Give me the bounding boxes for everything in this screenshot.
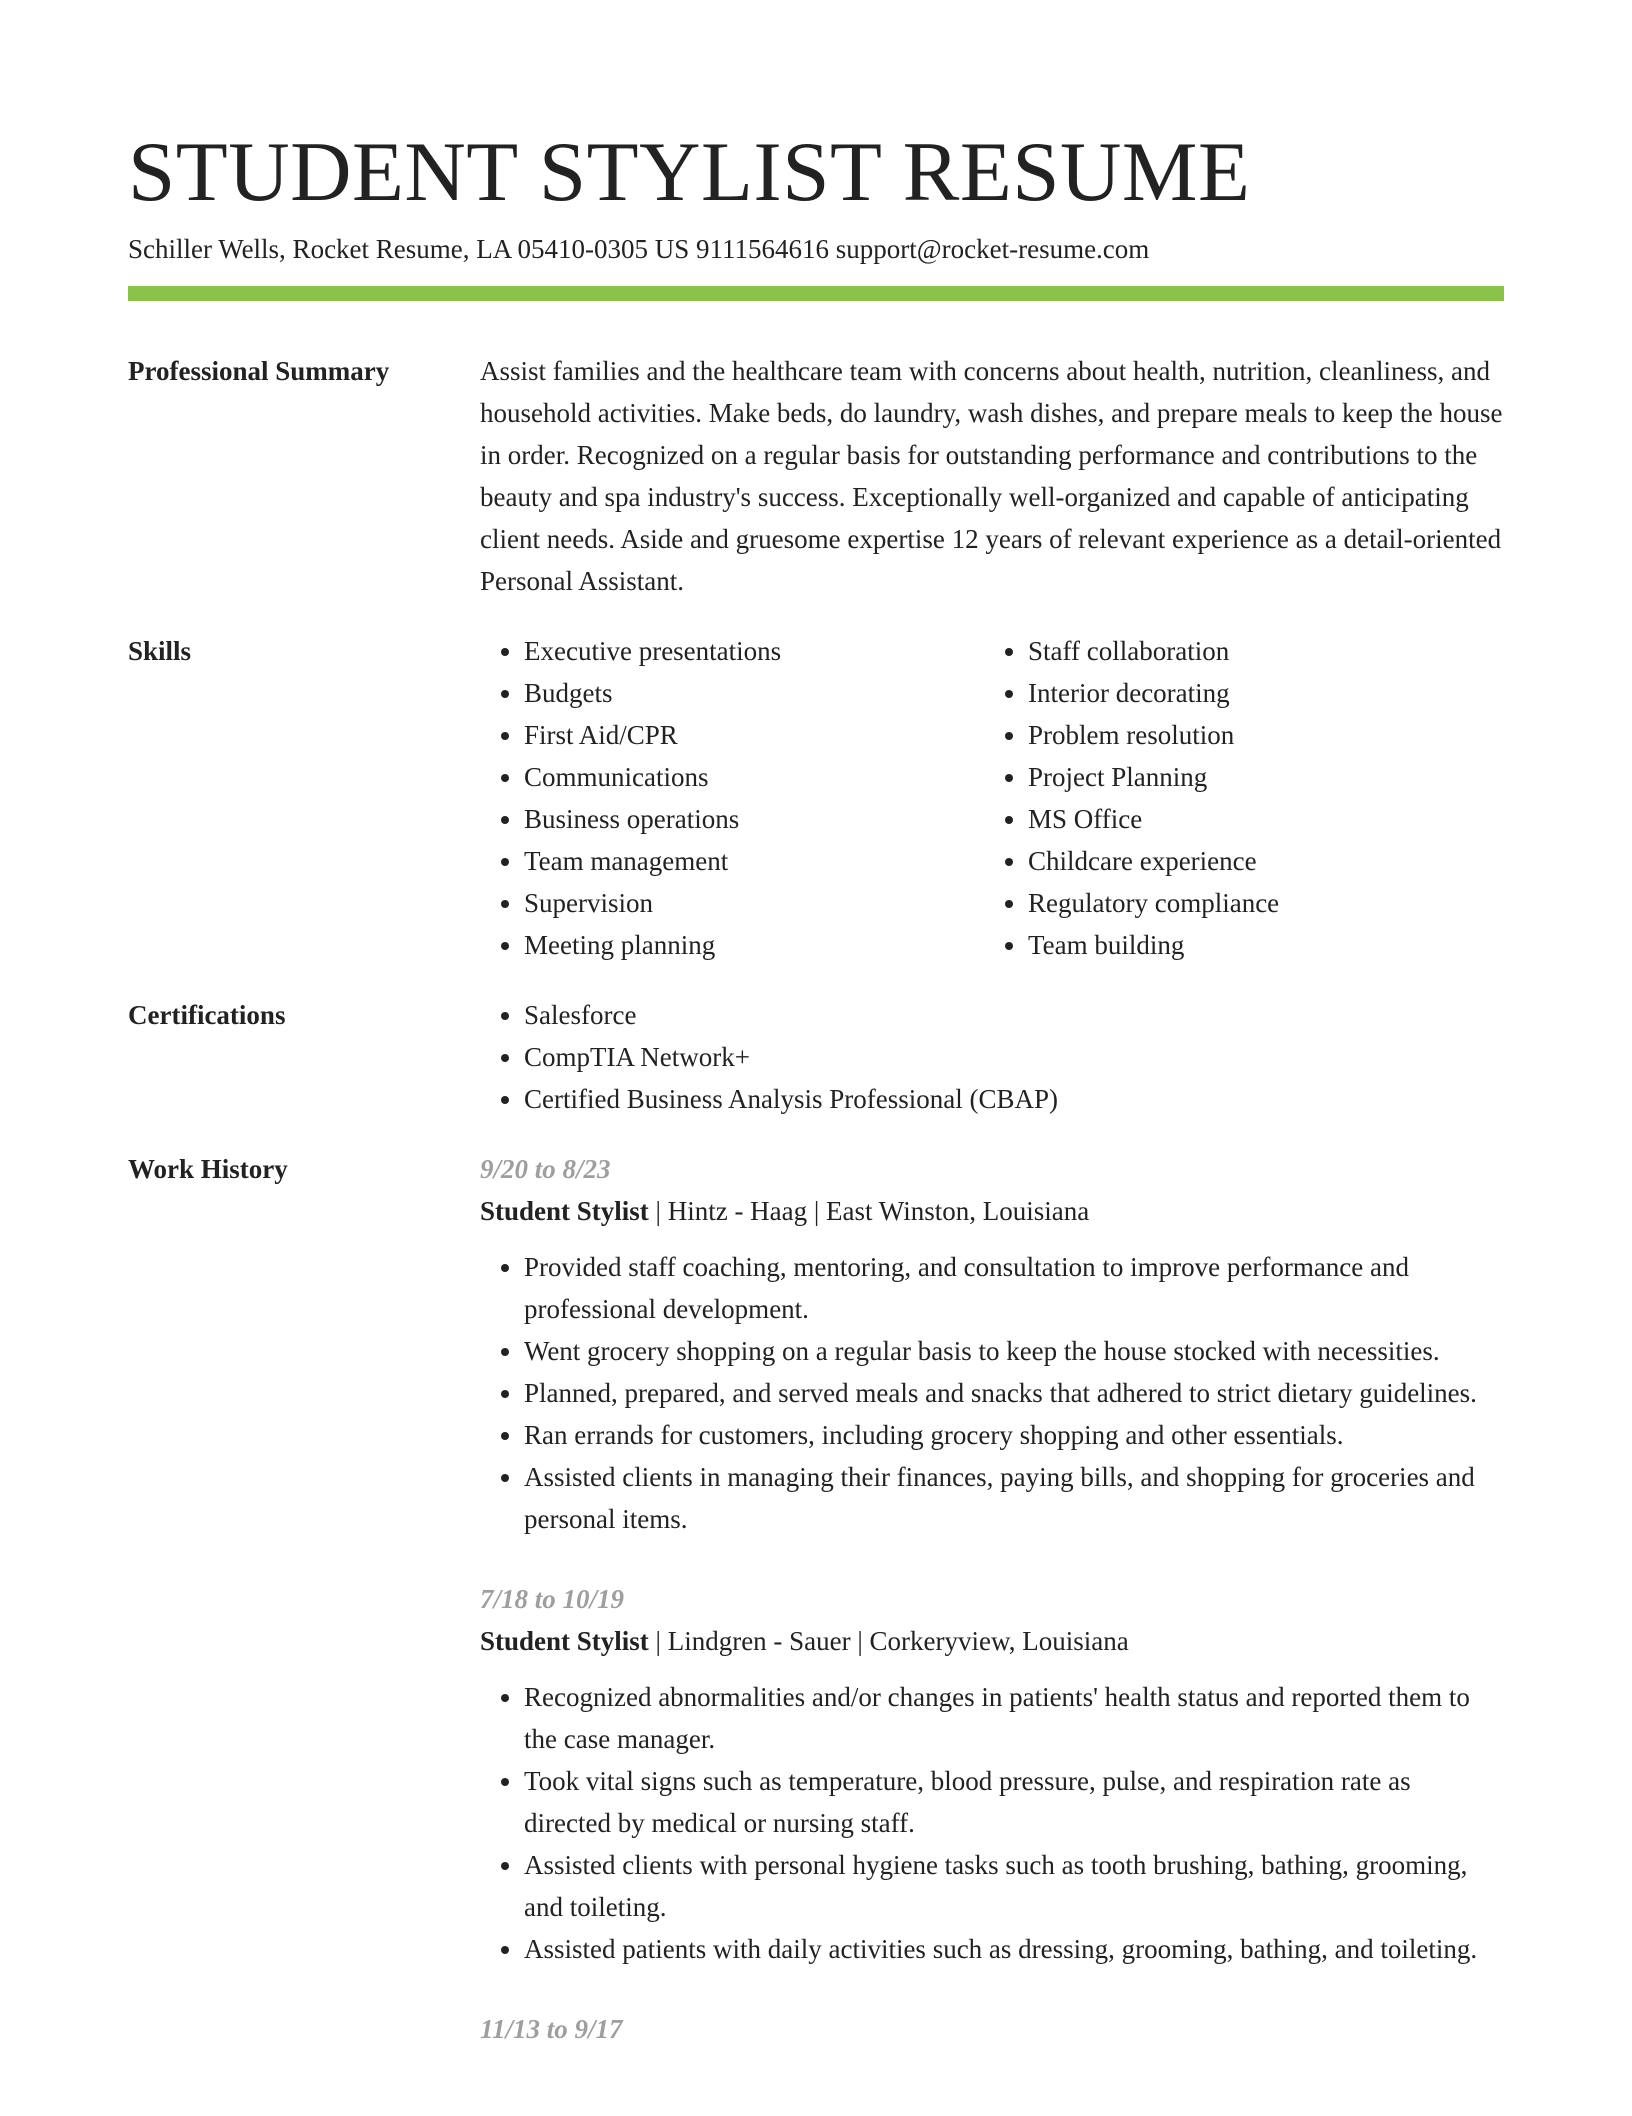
- job-duty-item: • Assisted patients with daily activities such as dressing, grooming, bathing, and toileting.: [524, 1928, 1504, 1970]
- skills-list-1: [480, 630, 984, 966]
- job-duty-item: • Went grocery shopping on a regular basis to keep the house stocked with necessities.: [524, 1330, 1504, 1372]
- summary-body: [480, 350, 1504, 602]
- job-duty-item: • Took vital signs such as temperature, blood pressure, pulse, and respiration rate as directed by medical or nursing staff.: [524, 1760, 1504, 1844]
- skill-item: • Interior decorating: [1028, 672, 1488, 714]
- skills-section: [128, 630, 1504, 966]
- certifications-section: [128, 994, 1504, 1120]
- job-dates: 9/20 to 8/23: [480, 1154, 611, 1184]
- job-entry: [480, 1148, 1504, 1540]
- job-duties-list: [480, 1246, 1504, 1540]
- summary-section: [128, 350, 1504, 602]
- skills-list-2: [984, 630, 1488, 966]
- job-employer-location: | Lindgren - Sauer | Corkeryview, Louisiana: [648, 1626, 1129, 1656]
- job-duty-item: • Provided staff coaching, mentoring, and consultation to improve performance and professional development.: [524, 1246, 1504, 1330]
- skill-item: • Executive presentations: [524, 630, 984, 672]
- skills-grid: [480, 630, 1504, 966]
- job-duty-item: • Recognized abnormalities and/or changes in patients' health status and reported them to the case manager.: [524, 1676, 1504, 1760]
- certifications-label: Certifications: [128, 1000, 286, 1030]
- job-duty-item: • Ran errands for customers, including grocery shopping and other essentials.: [524, 1414, 1504, 1456]
- skill-item: • Regulatory compliance: [1028, 882, 1488, 924]
- skill-item: • Communications: [524, 756, 984, 798]
- skill-item: • Budgets: [524, 672, 984, 714]
- resume-sections: [128, 350, 1504, 2116]
- job-duty-item: • Assisted clients in managing their finances, paying bills, and shopping for groceries and personal items.: [524, 1456, 1504, 1540]
- job-title-line: [480, 1190, 1504, 1232]
- skill-item: • Business operations: [524, 798, 984, 840]
- certifications-list: [480, 994, 1504, 1120]
- skills-body: [480, 630, 1504, 966]
- work-history-body: [480, 1148, 1504, 2088]
- skills-column-1: [480, 630, 984, 966]
- certification-item: • CompTIA Network+: [524, 1036, 1504, 1078]
- certification-item: • Salesforce: [524, 994, 1504, 1036]
- contact-info: Schiller Wells, Rocket Resume, LA 05410-0305 US 9111564616 support@rocket-resume.com: [128, 234, 1150, 264]
- skill-item: • Problem resolution: [1028, 714, 1488, 756]
- header-divider: [128, 286, 1504, 301]
- skill-item: • First Aid/CPR: [524, 714, 984, 756]
- certifications-body: [480, 994, 1504, 1120]
- job-duty-item: • Planned, prepared, and served meals and snacks that adhered to strict dietary guidelines.: [524, 1372, 1504, 1414]
- skills-column-2: [984, 630, 1488, 966]
- job-title-line: [480, 1620, 1504, 1662]
- skill-item: • Project Planning: [1028, 756, 1488, 798]
- summary-label: Professional Summary: [128, 356, 390, 386]
- skill-item: • Childcare experience: [1028, 840, 1488, 882]
- skill-item: • Meeting planning: [524, 924, 984, 966]
- job-dates: 7/18 to 10/19: [480, 1584, 625, 1614]
- job-title: Student Stylist: [480, 1626, 649, 1656]
- job-entry: [480, 2008, 1504, 2050]
- job-entry: [480, 1578, 1504, 1970]
- skill-item: • MS Office: [1028, 798, 1488, 840]
- skill-item: • Staff collaboration: [1028, 630, 1488, 672]
- job-duties-list: [480, 1676, 1504, 1970]
- work-history-section: [128, 1148, 1504, 2088]
- summary-text: Assist families and the healthcare team with concerns about health, nutrition, cleanliness, and household activities. Make beds, do laundry, wash dishes, and prepare meals to keep the house in order. Recognized on a regular basis for outstanding performance and contributions to the beauty and spa industry's success. Exceptionally well-organized and capable of anticipating client needs. Aside and gruesome expertise 12 years of relevant experience as a detail-oriented Personal Assistant.: [480, 356, 1503, 596]
- skill-item: • Team management: [524, 840, 984, 882]
- certification-item: • Certified Business Analysis Professional (CBAP): [524, 1078, 1504, 1120]
- job-title: Student Stylist: [480, 1196, 649, 1226]
- skill-item: • Supervision: [524, 882, 984, 924]
- job-duty-item: • Assisted clients with personal hygiene tasks such as tooth brushing, bathing, grooming, and toileting.: [524, 1844, 1504, 1928]
- job-dates: 11/13 to 9/17: [480, 2014, 623, 2044]
- job-employer-location: | Hintz - Haag | East Winston, Louisiana: [648, 1196, 1090, 1226]
- skill-item: • Team building: [1028, 924, 1488, 966]
- skills-label: Skills: [128, 636, 192, 666]
- resume-title: STUDENT STYLIST RESUME: [128, 125, 1251, 219]
- work-history-label: Work History: [128, 1154, 288, 1184]
